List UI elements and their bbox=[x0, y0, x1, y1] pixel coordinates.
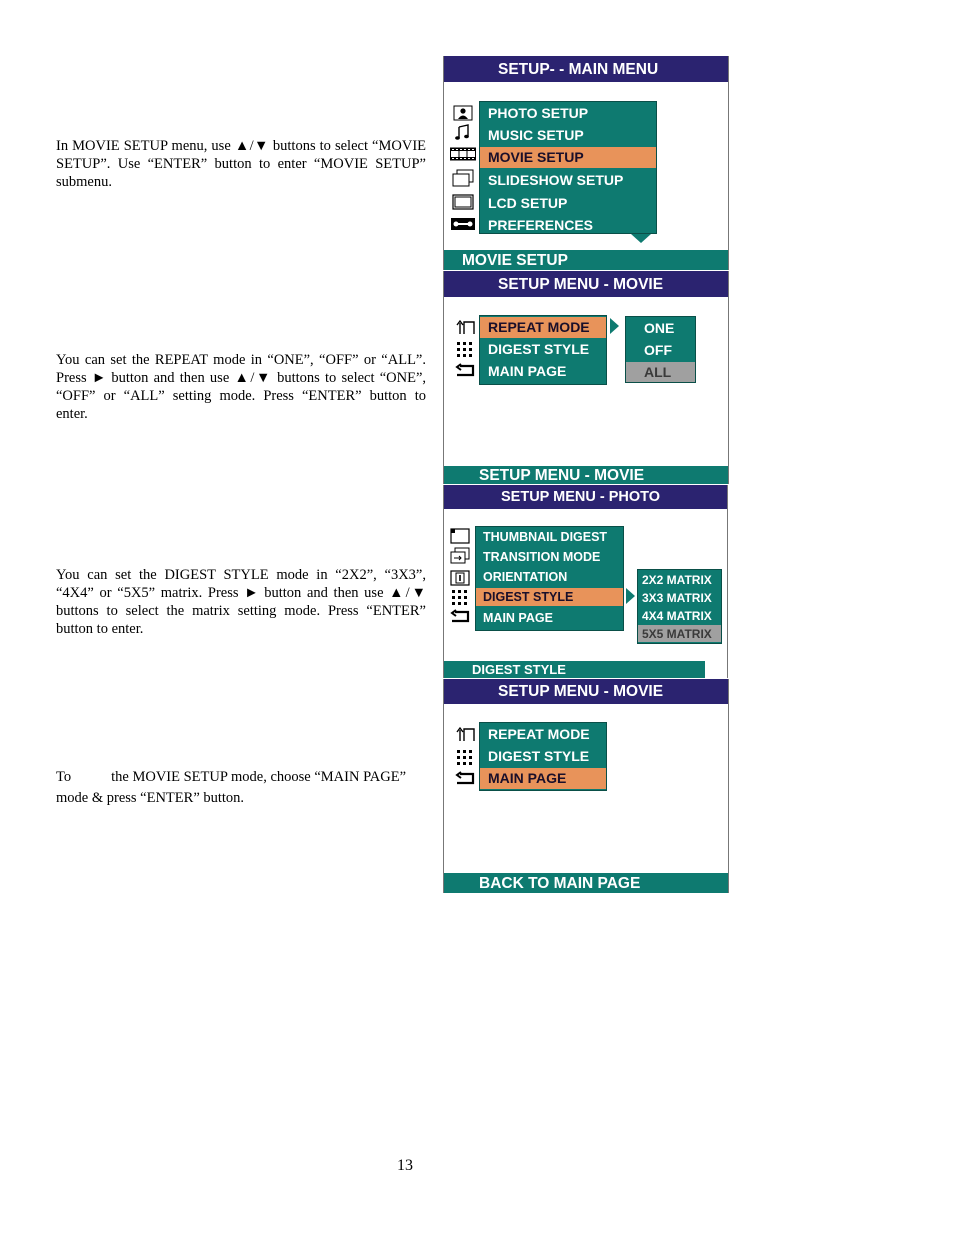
menu-item-transition-mode[interactable]: TRANSITION MODE bbox=[483, 550, 601, 564]
repeat-icon bbox=[454, 318, 476, 335]
option-2x2-matrix[interactable]: 2X2 MATRIX bbox=[642, 573, 712, 587]
menu-item-music-setup[interactable]: MUSIC SETUP bbox=[488, 127, 584, 143]
page-number: 13 bbox=[397, 1157, 413, 1174]
option-all[interactable]: ALL bbox=[626, 362, 695, 382]
menu-item-main-page[interactable]: MAIN PAGE bbox=[488, 363, 567, 379]
grid-icon bbox=[449, 588, 471, 605]
main-menu-footer: MOVIE SETUP bbox=[444, 250, 728, 270]
menu-item-lcd-setup[interactable]: LCD SETUP bbox=[488, 195, 568, 211]
menu-item-slideshow-setup[interactable]: SLIDESHOW SETUP bbox=[488, 172, 624, 188]
menu-item-movie-setup[interactable]: MOVIE SETUP bbox=[480, 147, 656, 168]
repeat-options-list bbox=[625, 316, 696, 383]
instruction-main-page-lead: To bbox=[56, 769, 72, 785]
repeat-screen-footer: SETUP MENU - MOVIE bbox=[444, 466, 728, 484]
instruction-repeat-mode: You can set the REPEAT mode in “ONE”, “OFF” or “ALL”. Press ► button and then use ▲/▼ buttons to select “ONE”, “OFF” or “ALL” setting mode. Press “ENTER” button to enter. bbox=[56, 352, 426, 422]
submenu-arrow-icon bbox=[610, 318, 619, 334]
instruction-main-page-body: the MOVIE SETUP mode, choose “MAIN PAGE” mode & press “ENTER” button. bbox=[56, 769, 407, 806]
grid-icon bbox=[454, 340, 476, 357]
screen-digest-style bbox=[443, 485, 728, 678]
submenu-arrow-icon bbox=[626, 588, 635, 604]
option-3x3-matrix[interactable]: 3X3 MATRIX bbox=[642, 591, 712, 605]
main-menu-list bbox=[479, 101, 657, 234]
photo-submenu-list bbox=[475, 526, 624, 631]
main-page-screen-title: SETUP MENU - MOVIE bbox=[444, 679, 728, 704]
movie-submenu-list bbox=[479, 722, 607, 791]
screen-main-menu bbox=[443, 56, 729, 270]
return-icon bbox=[449, 608, 471, 625]
repeat-icon bbox=[454, 725, 476, 742]
instruction-movie-setup: In MOVIE SETUP menu, use ▲/▼ buttons to select “MOVIE SETUP”. Use “ENTER” button to enter “MOVIE SETUP” submenu. bbox=[56, 138, 426, 190]
digest-screen-footer: DIGEST STYLE bbox=[444, 661, 705, 678]
music-note-icon bbox=[452, 124, 474, 141]
menu-item-digest-style[interactable]: DIGEST STYLE bbox=[476, 588, 623, 606]
scroll-down-arrow-icon bbox=[631, 234, 651, 243]
movie-submenu-list bbox=[479, 315, 607, 385]
screen-repeat-mode bbox=[443, 271, 729, 484]
option-one[interactable]: ONE bbox=[644, 320, 675, 336]
matrix-options-list bbox=[637, 569, 722, 644]
menu-item-repeat-mode[interactable]: REPEAT MODE bbox=[480, 317, 606, 338]
main-menu-title: SETUP- - MAIN MENU bbox=[444, 56, 728, 82]
menu-item-photo-setup[interactable]: PHOTO SETUP bbox=[488, 105, 589, 121]
option-5x5-matrix[interactable]: 5X5 MATRIX bbox=[638, 625, 721, 642]
main-page-screen-footer: BACK TO MAIN PAGE bbox=[444, 873, 728, 893]
option-4x4-matrix[interactable]: 4X4 MATRIX bbox=[642, 609, 712, 623]
wrench-icon bbox=[450, 215, 476, 232]
return-icon bbox=[454, 362, 476, 379]
lcd-screen-icon bbox=[452, 193, 474, 210]
menu-item-main-page[interactable]: MAIN PAGE bbox=[483, 611, 553, 625]
orientation-icon bbox=[449, 569, 471, 586]
menu-item-main-page[interactable]: MAIN PAGE bbox=[480, 768, 606, 789]
menu-item-preferences[interactable]: PREFERENCES bbox=[488, 217, 594, 233]
thumbnail-icon bbox=[449, 527, 471, 544]
slideshow-icon bbox=[452, 169, 474, 186]
instruction-main-page bbox=[56, 767, 426, 809]
grid-icon bbox=[454, 748, 476, 765]
menu-item-repeat-mode[interactable]: REPEAT MODE bbox=[488, 726, 590, 742]
transition-icon bbox=[449, 547, 471, 564]
instruction-digest-style: You can set the DIGEST STYLE mode in “2X2”, “3X3”, “4X4” or “5X5” matrix. Press ► button and then use ▲/▼ buttons to select the matrix setting mode. Press “ENTER” button to enter. bbox=[56, 567, 426, 637]
repeat-screen-title: SETUP MENU - MOVIE bbox=[444, 271, 728, 297]
menu-item-digest-style[interactable]: DIGEST STYLE bbox=[488, 341, 590, 357]
menu-item-orientation[interactable]: ORIENTATION bbox=[483, 570, 568, 584]
digest-screen-title: SETUP MENU - PHOTO bbox=[444, 485, 727, 509]
photo-icon bbox=[452, 104, 474, 121]
menu-item-thumbnail-digest[interactable]: THUMBNAIL DIGEST bbox=[483, 530, 608, 544]
option-off[interactable]: OFF bbox=[644, 342, 672, 358]
screen-main-page bbox=[443, 679, 729, 893]
return-icon bbox=[454, 770, 476, 787]
menu-item-digest-style[interactable]: DIGEST STYLE bbox=[488, 748, 590, 764]
film-strip-icon bbox=[450, 145, 476, 162]
